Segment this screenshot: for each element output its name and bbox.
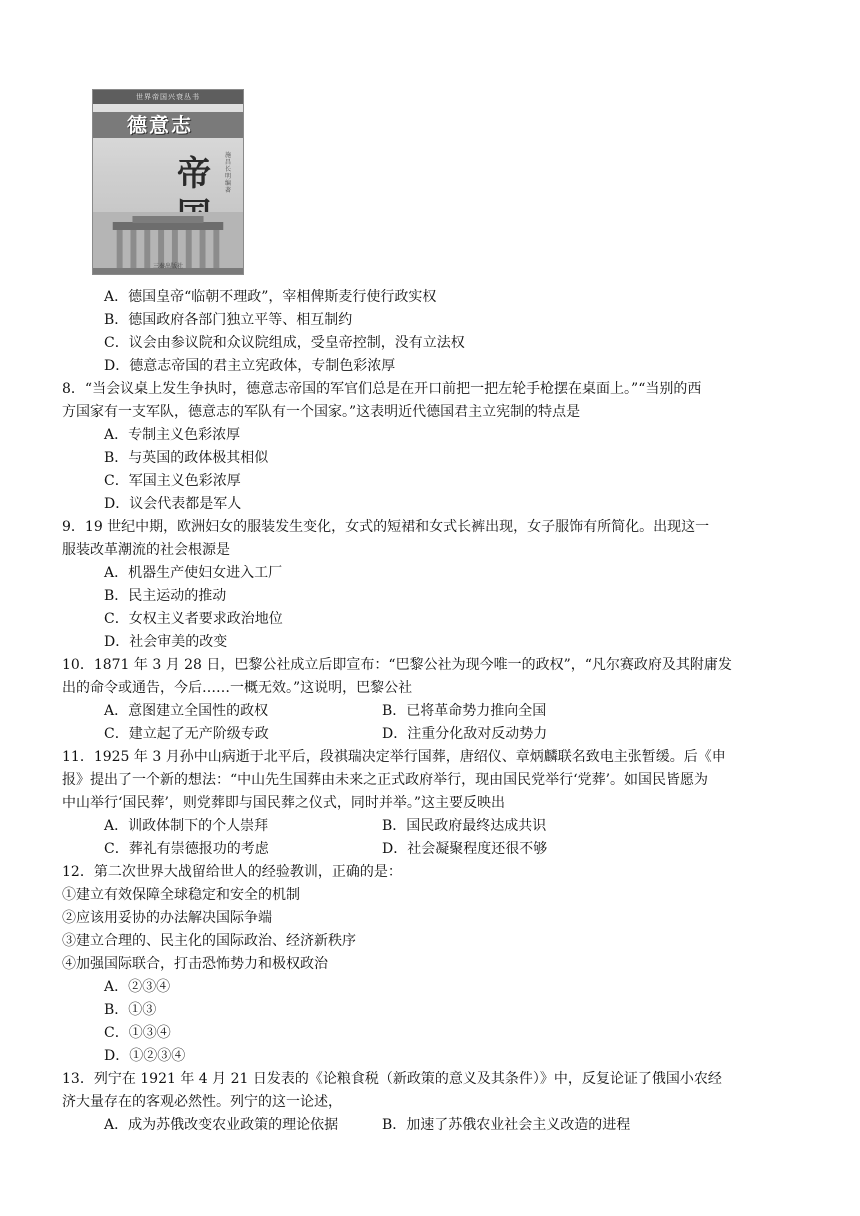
cover-big-char-1: 帝 (177, 154, 211, 194)
q9-option-a: A．机器生产使妇女进入工厂 (104, 565, 283, 581)
q7-option-c: C．议会由参议院和众议院组成，受皇帝控制，没有立法权 (104, 335, 465, 351)
cover-band-title: 德意志 (127, 113, 193, 137)
q8-stem-line2: 方国家有一支军队，德意志的军队有一个国家。”这表明近代德国君主立宪制的特点是 (62, 404, 581, 420)
q13-option-b: B．加速了苏俄农业社会主义改造的进程 (382, 1117, 631, 1133)
q9-stem-line2: 服装改革潮流的社会根源是 (62, 542, 230, 558)
q13-stem-line1: 13．列宁在 1921 年 4 月 21 日发表的《论粮食税（新政策的意义及其条件）》中，反复论证了俄国小农经 (62, 1071, 722, 1087)
q11-option-b: B．国民政府最终达成共识 (382, 818, 547, 834)
q9-option-d: D．社会审美的改变 (104, 634, 228, 650)
q10-option-d: D．注重分化敌对反动势力 (382, 726, 548, 742)
q12-stem: 12．第二次世界大战留给世人的经验教训，正确的是： (62, 864, 402, 880)
q8-option-b: B．与英国的政体极其相似 (104, 450, 269, 466)
q9-stem-line1: 9．19 世纪中期，欧洲妇女的服装发生变化，女式的短裙和女式长裤出现，女子服饰有所简化。出现这一 (62, 519, 710, 535)
q12-option-c: C．①③④ (104, 1025, 171, 1041)
q12-option-d: D．①②③④ (104, 1048, 186, 1064)
q12-option-a: A．②③④ (104, 979, 171, 995)
q12-option-b: B．①③ (104, 1002, 157, 1018)
q12-item-1: ①建立有效保障全球稳定和安全的机制 (62, 887, 300, 903)
q8-option-a: A．专制主义色彩浓厚 (104, 427, 241, 443)
q11-option-a: A．训政体制下的个人崇拜 (104, 818, 269, 834)
q9-option-c: C．女权主义者要求政治地位 (104, 611, 283, 627)
cover-publisher: 三秦出版社 (153, 263, 184, 270)
q11-stem-line3: 中山举行‘国民葬’，则党葬即与国民葬之仪式，同时并举。”这主要反映出 (62, 795, 506, 811)
q10-option-b: B．已将革命势力推向全国 (382, 703, 547, 719)
q11-option-c: C．葬礼有崇德报功的考虑 (104, 841, 269, 857)
q8-option-d: D．议会代表都是军人 (104, 496, 242, 512)
q12-item-2: ②应该用妥协的办法解决国际争端 (62, 910, 272, 926)
q13-option-a: A．成为苏俄改变农业政策的理论依据 (104, 1117, 339, 1133)
q12-item-3: ③建立合理的、民主化的国际政治、经济新秩序 (62, 933, 356, 949)
q11-stem-line2: 报》提出了一个新的想法：“中山先生国葬由未来之正式政府举行，现由国民党举行‘党葬’。如国民皆愿为 (62, 772, 709, 788)
q7-option-d: D．德意志帝国的君主立宪政体，专制色彩浓厚 (104, 358, 396, 374)
q8-option-c: C．军国主义色彩浓厚 (104, 473, 241, 489)
q10-stem-line1: 10．1871 年 3 月 28 日，巴黎公社成立后即宣布：“巴黎公社为现今唯一的政权”，“凡尔赛政府及其附庸发 (62, 657, 732, 673)
q11-option-d: D．社会凝聚程度还很不够 (382, 841, 548, 857)
q12-item-4: ④加强国际联合，打击恐怖势力和极权政治 (62, 956, 328, 972)
q13-stem-line2: 济大量存在的客观必然性。列宁的这一论述， (62, 1094, 342, 1110)
q11-stem-line1: 11．1925 年 3 月孙中山病逝于北平后，段祺瑞决定举行国葬，唐绍仪、章炳麟联名致电主张暂缓。后《申 (62, 749, 726, 765)
q10-option-a: A．意图建立全国性的政权 (104, 703, 269, 719)
cover-author: 施昌长 明 编著 (225, 152, 232, 194)
q7-option-a: A．德国皇帝“临朝不理政”，宰相俾斯麦行使行政实权 (104, 289, 437, 305)
q7-option-b: B．德国政府各部门独立平等、相互制约 (104, 312, 353, 328)
q10-stem-line2: 出的命令或通告，今后……一概无效。”这说明，巴黎公社 (62, 680, 413, 696)
q9-option-b: B．民主运动的推动 (104, 588, 227, 604)
q8-stem-line1: 8．“当会议桌上发生争执时，德意志帝国的军官们总是在开口前把一把左轮手枪摆在桌面上。”“当别的西 (62, 381, 702, 397)
book-cover-image (92, 89, 244, 275)
cover-series-title: 世界帝国兴衰丛书 (93, 90, 243, 104)
q10-option-c: C．建立起了无产阶级专政 (104, 726, 269, 742)
